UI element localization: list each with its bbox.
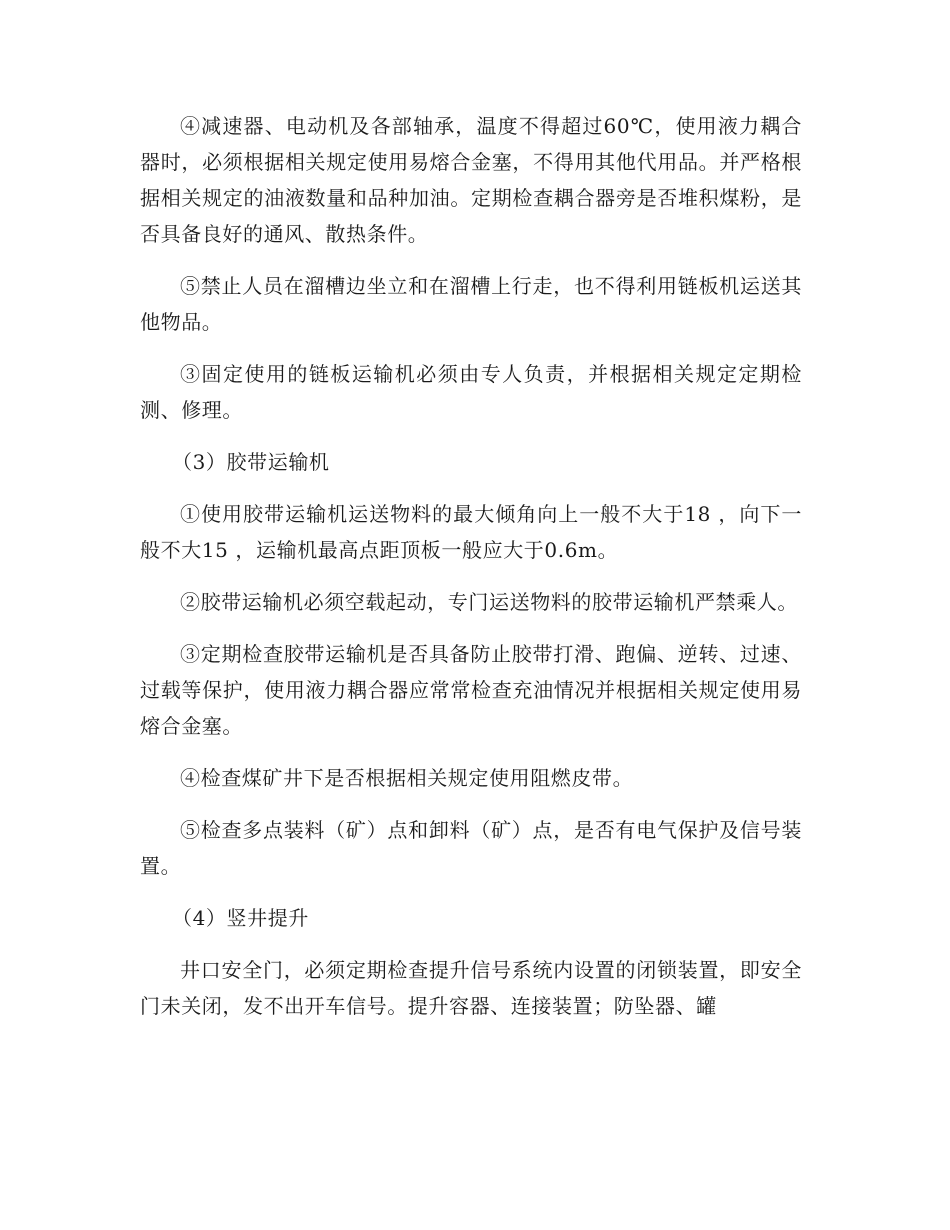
paragraph-no-standing-on-chute: ⑤禁止人员在溜槽边坐立和在溜槽上行走，也不得利用链板机运送其他物品。	[140, 274, 802, 334]
paragraph-shaft-safety-gate: 井口安全门，必须定期检查提升信号系统内设置的闭锁装置，即安全门未关闭，发不出开车信号。提升容器、连接装置；防坠器、罐	[140, 958, 802, 1018]
paragraph-flame-retardant-belt: ④检查煤矿井下是否根据相关规定使用阻燃皮带。	[180, 766, 634, 790]
paragraph-max-inclination: ①使用胶带运输机运送物料的最大倾角向上一般不大于18 ，向下一般不大15 ，运输机最高点距顶板一般应大于0.6m。	[140, 502, 802, 562]
section-heading-belt-conveyor: （3）胶带运输机	[172, 450, 330, 474]
section-heading-shaft-hoisting: （4）竖井提升	[172, 906, 309, 930]
paragraph-dedicated-maintenance: ③固定使用的链板运输机必须由专人负责，并根据相关规定定期检测、修理。	[140, 362, 802, 422]
paragraph-belt-protection-check: ③定期检查胶带运输机是否具备防止胶带打滑、跑偏、逆转、过速、过载等保护，使用液力耦合器应常常检查充油情况并根据相关规定使用易熔合金塞。	[140, 642, 802, 738]
document-body	[140, 108, 802, 1040]
paragraph-no-load-start: ②胶带运输机必须空载起动，专门运送物料的胶带运输机严禁乘人。	[180, 590, 798, 614]
paragraph-reducer-bearing-temperature: ④减速器、电动机及各部轴承，温度不得超过60℃，使用液力耦合器时，必须根据相关规定使用易熔合金塞，不得用其他代用品。并严格根据相关规定的油液数量和品种加油。定期检查耦合器旁是否堆积煤粉，是否具备良好的通风、散热条件。	[140, 114, 802, 246]
paragraph-loading-points: ⑤检查多点装料（矿）点和卸料（矿）点，是否有电气保护及信号装置。	[140, 818, 802, 878]
